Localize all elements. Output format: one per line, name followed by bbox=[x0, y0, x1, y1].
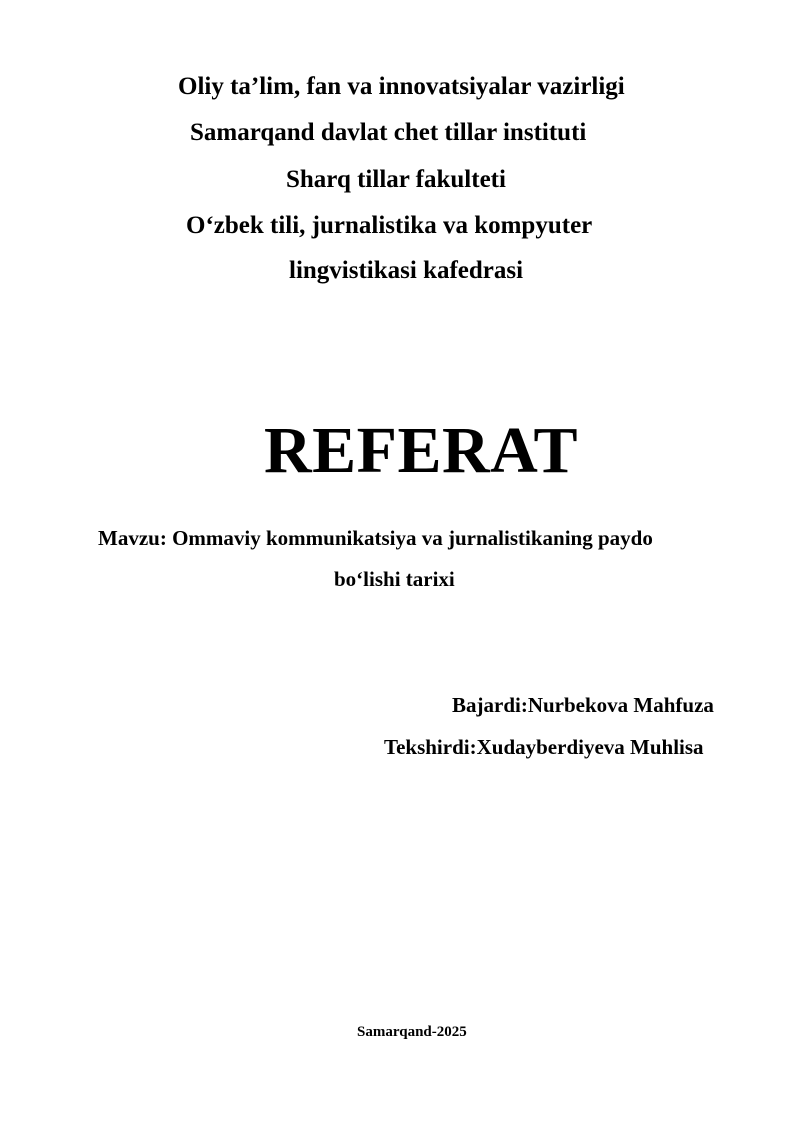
faculty-heading: Sharq tillar fakulteti bbox=[286, 166, 506, 193]
place-year-footer: Samarqand-2025 bbox=[357, 1024, 467, 1040]
department-heading-line1: O‘zbek tili, jurnalistika va kompyuter bbox=[186, 212, 593, 239]
department-heading-line2: lingvistikasi kafedrasi bbox=[289, 257, 524, 284]
performed-by: Bajardi:Nurbekova Mahfuza bbox=[452, 693, 714, 717]
institute-heading: Samarqand davlat chet tillar instituti bbox=[190, 119, 587, 146]
topic-line1: Mavzu: Ommaviy kommunikatsiya va jurnalistikaning paydo bbox=[98, 526, 653, 550]
ministry-heading: Oliy ta’lim, fan va innovatsiyalar vazirligi bbox=[178, 73, 625, 100]
topic-line2: bo‘lishi tarixi bbox=[334, 567, 455, 591]
checked-by: Tekshirdi:Xudayberdiyeva Muhlisa bbox=[384, 735, 704, 759]
document-title: REFERAT bbox=[264, 414, 578, 487]
